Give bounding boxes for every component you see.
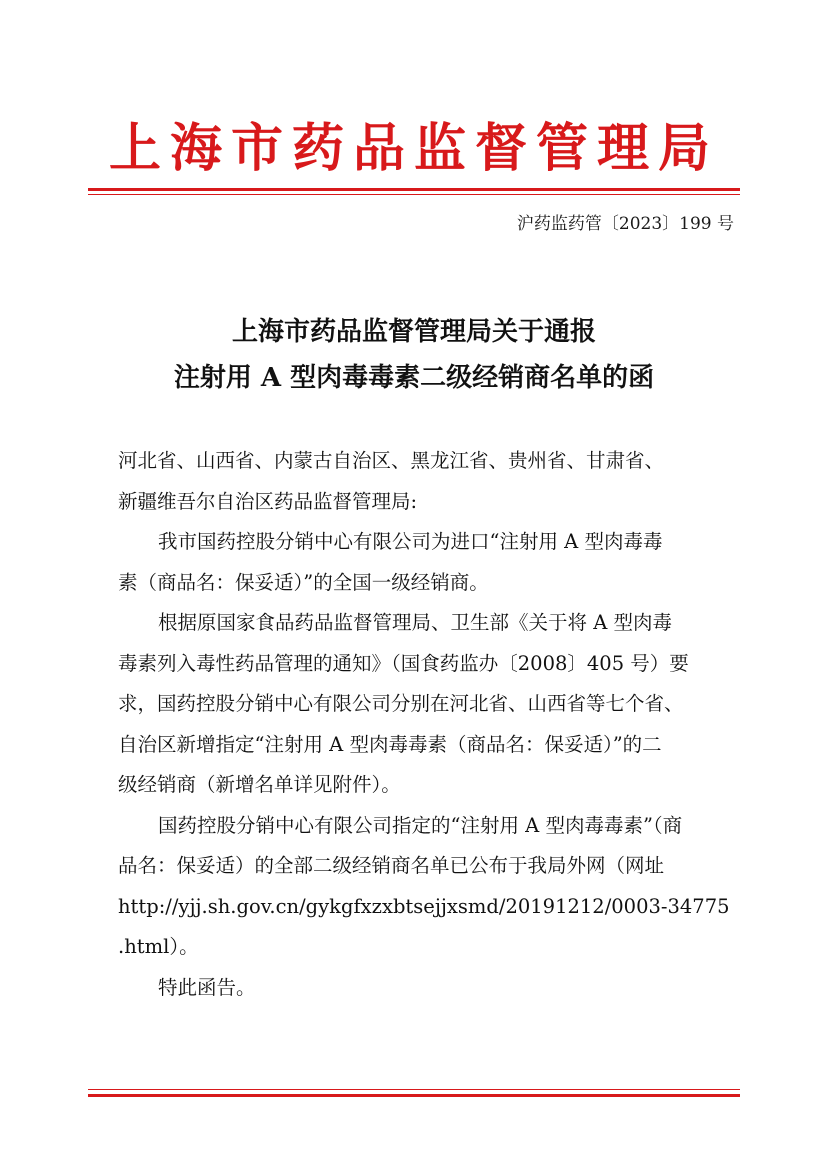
header-red-rule-thin (88, 194, 740, 195)
footer-red-rule-thick (88, 1094, 740, 1097)
document-title-line-1: 上海市药品监督管理局关于通报 (231, 317, 596, 347)
paragraph-1-line-1: 我市国药控股分销中心有限公司为进口“注射用 A 型肉毒毒 (158, 530, 663, 553)
paragraph-3-line-1: 国药控股分销中心有限公司指定的“注射用 A 型肉毒毒素”（商 (158, 813, 683, 837)
footer-red-rule-thin (88, 1089, 740, 1090)
paragraph-2-line-1: 根据原国家食品药品监督管理局、卫生部《关于将 A 型肉毒 (158, 611, 672, 634)
paragraph-2-line-4: 自治区新增指定“注射用 A 型肉毒毒素（商品名：保妥适）”的二 (118, 732, 662, 756)
header-red-rule-thick (88, 188, 740, 191)
paragraph-3-line-2: 品名：保妥适）的全部二级经销商名单已公布于我局外网（网址 (118, 854, 665, 877)
agency-masthead: 上海市药品监督管理局 (108, 118, 719, 179)
paragraph-1-line-2: 素（商品名：保妥适）”的全国一级经销商。 (118, 570, 489, 594)
addressee-line-2: 新疆维吾尔自治区药品监督管理局: (118, 489, 418, 513)
paragraph-2-line-3: 求，国药控股分销中心有限公司分别在河北省、山西省等七个省、 (118, 692, 684, 715)
paragraph-3-line-4: .html）。 (118, 935, 199, 958)
paragraph-2-line-2: 毒素列入毒性药品管理的通知》（国食药监办〔2008〕405 号）要 (118, 651, 689, 675)
paragraph-2-line-5: 级经销商（新增名单详见附件）。 (118, 773, 401, 796)
document-title-line-2: 注射用 A 型肉毒毒素二级经销商名单的函 (173, 363, 655, 393)
addressee-line-1: 河北省、山西省、内蒙古自治区、黑龙江省、贵州省、甘肃省、 (118, 449, 665, 472)
document-body (118, 441, 738, 1008)
closing-line: 特此函告。 (158, 975, 256, 999)
document-number: 沪药监药管〔2023〕199 号 (516, 214, 734, 234)
website-url: http://yjj.sh.gov.cn/gykgfxzxbtsejjxsmd/20191212/0003-34775 (118, 894, 730, 918)
